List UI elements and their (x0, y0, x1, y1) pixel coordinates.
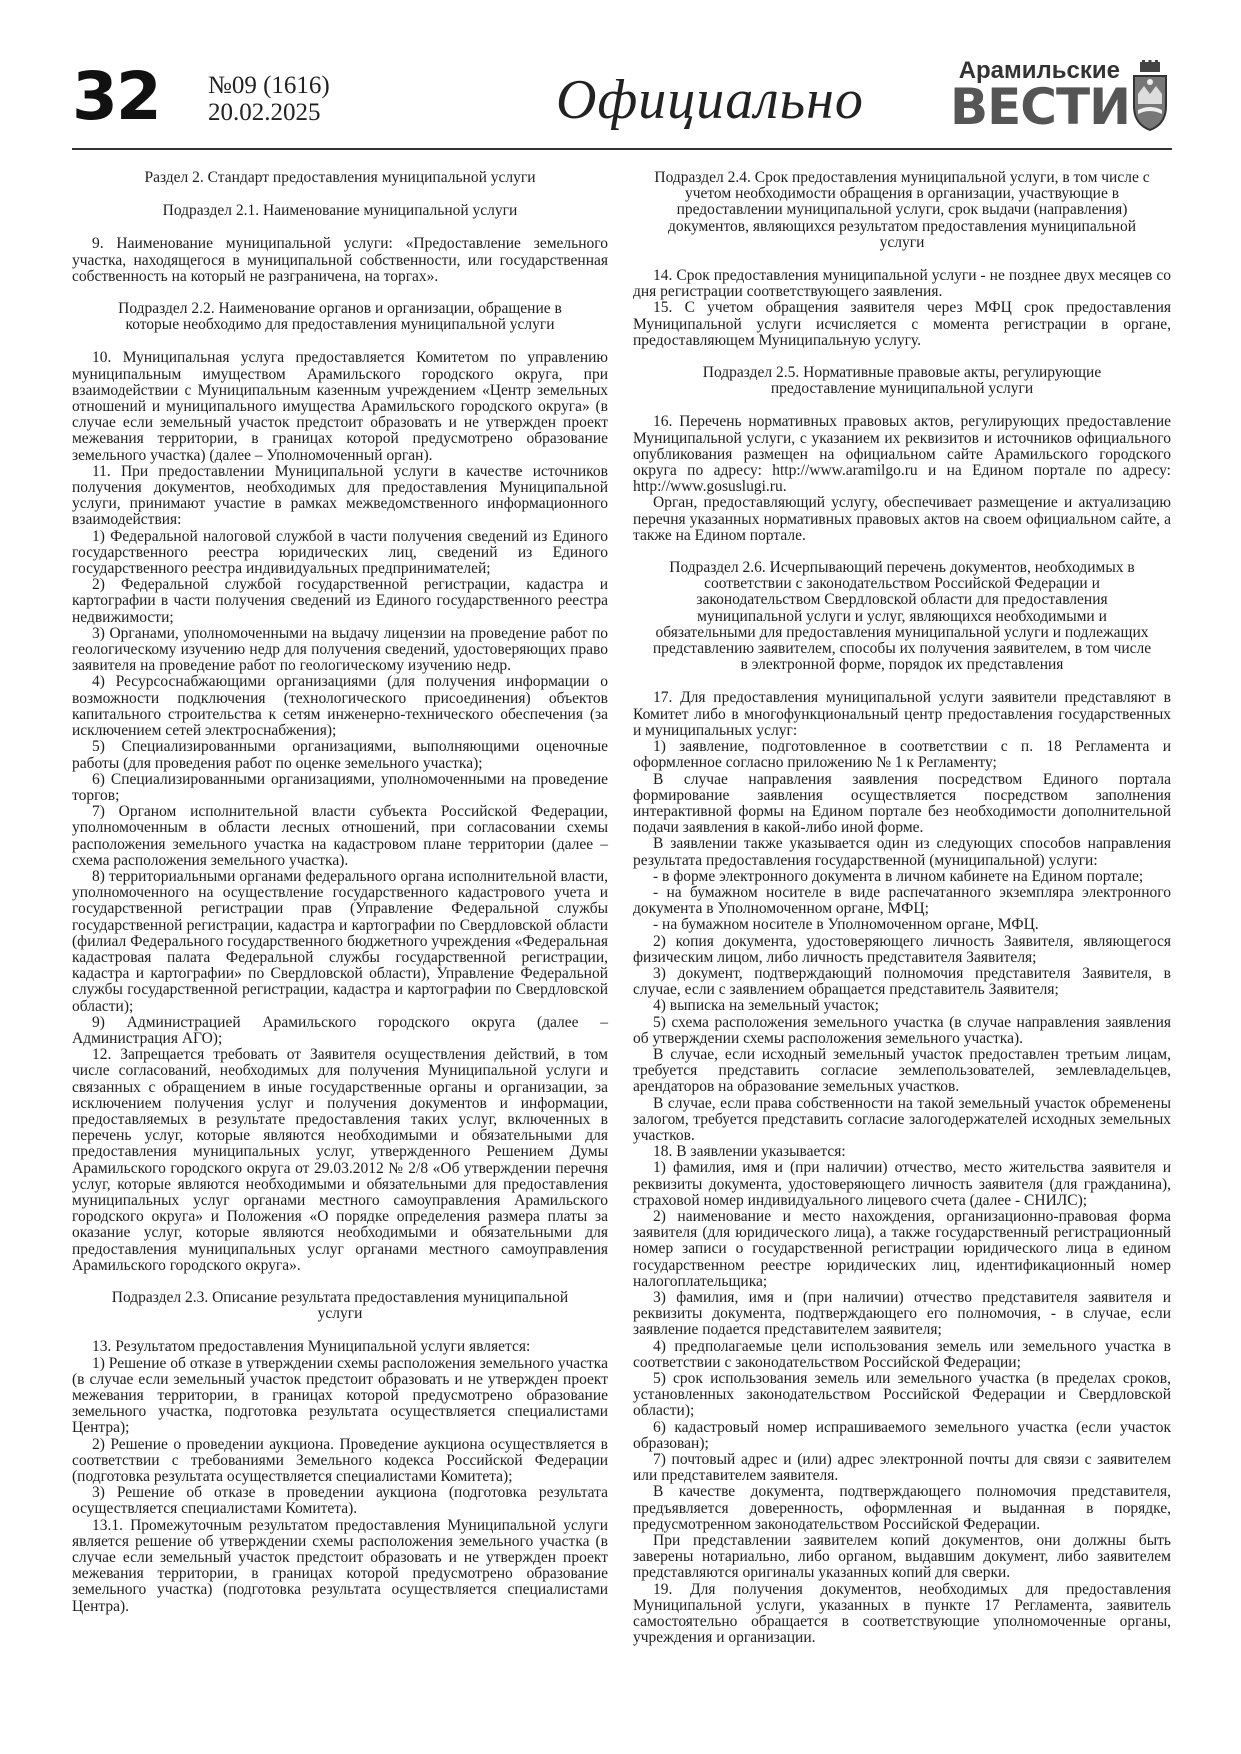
subsection-heading: Подраздел 2.4. Срок предоставления муниципальной услуги, в том числе с учетом необходимости обращения в организации, участвующие в предоставлении муниципальной услуги, срок выдачи (направления) документов, являющихся результатом предоставления муниципальной услуги (654, 169, 1150, 251)
list-item: 2) копия документа, удостоверяющего личность Заявителя, являющегося физическим лицом, либо личность представителя Заявителя; (633, 932, 1171, 966)
list-item: 4) выписка на земельный участок; (653, 997, 879, 1015)
paragraph: 15. С учетом обращения заявителя через МФЦ срок предоставления Муниципальной услуги исчисляется с момента регистрации в органе, предоставляющем Муниципальную услугу. (633, 299, 1171, 349)
header-divider (72, 148, 1172, 150)
issue-info (208, 72, 330, 126)
list-item: 8) территориальными органами федерального органа исполнительной власти, уполномоченного на осуществление государственного кадастрового учета и государственной регистрации прав (Управление Федеральной службы государственной регистрации, кадастра и картографии по Свердловской области (филиал Федерального государственного бюджетного учреждения «Федеральная кадастровая палата Федеральной службы государственной регистрации, кадастра и картографии» по Свердловской области), Управление Федеральной службы государственной регистрации, кадастра и картографии по Свердловской области); (72, 867, 608, 1015)
subsection-heading: Подраздел 2.2. Наименование органов и организации, обращение в которые необходимо для предоставления муниципальной услуги (118, 300, 562, 334)
list-item: 7) Органом исполнительной власти субъекта Российской Федерации, уполномоченным в области лесных отношений, при согласовании схемы расположения земельного участка на кадастровом плане территории (далее – схема расположения земельного участка). (72, 803, 608, 869)
list-item: 2) Федеральной службой государственной регистрации, кадастра и картографии в части получения сведений из Единого государственного реестра недвижимости; (72, 576, 608, 626)
issue-date: 20.02.2025 (208, 99, 321, 126)
list-item: - на бумажном носителе в Уполномоченном органе, МФЦ. (653, 916, 1039, 934)
paragraph: В качестве документа, подтверждающего полномочия представителя, предъявляется доверенность, оформленная и выданная в порядке, предусмотренном законодательством Российской Федерации. (633, 1483, 1171, 1533)
list-item: 5) схема расположения земельного участка (в случае направления заявления об утверждении схемы расположения земельного участка). (633, 1013, 1171, 1047)
subsection-heading: Подраздел 2.3. Описание результата предоставления муниципальной услуги (111, 1289, 569, 1323)
list-item: - на бумажном носителе в виде распечатанного экземпляра электронного документа в Уполномоченном органе, МФЦ; (633, 883, 1171, 918)
subsection-heading: Подраздел 2.1. Наименование муниципальной услуги (162, 202, 518, 220)
list-item: 5) срок использования земель или земельного участка (в пределах сроков, установленных законодательством Российской Федерации и Свердловской области); (633, 1370, 1171, 1420)
list-item: 7) почтовый адрес и (или) адрес электронной почты для связи с заявителем или представителем заявителя. (633, 1451, 1171, 1485)
paragraph: В случае, если права собственности на такой земельный участок обременены залогом, требуется представить согласие залогодержателей исходных земельных участков. (633, 1094, 1171, 1144)
newspaper-logo (950, 58, 1128, 134)
list-item: 5) Специализированными организациями, выполняющими оценочные работы (для проведения работ по оценке земельного участка); (72, 738, 608, 772)
paragraph: 9. Наименование муниципальной услуги: «Предоставление земельного участка, находящегося в муниципальной собственности, или государственная собственность на который не разграничена, на торгах». (72, 235, 608, 285)
paragraph: 13.1. Промежуточным результатом предоставления Муниципальной услуги является решение об утверждении схемы расположения земельного участка (в случае если земельный участок предстоит образовать и не утвержден проект межевания территории, в границах которой предусмотрено образование земельного участка) (подготовка результата осуществляется специалистами Центра). (72, 1516, 608, 1615)
paragraph: В случае, если исходный земельный участок предоставлен третьим лицам, требуется представить согласие землепользователей, землевладельцев, арендаторов на образование земельных участков. (633, 1045, 1171, 1096)
paragraph: В заявлении также указывается один из следующих способов направления результата предоставления государственной (муниципальной) услуги: (633, 835, 1171, 869)
paragraph: 19. Для получения документов, необходимых для предоставления Муниципальной услуги, указанных в пункте 17 Регламента, заявитель самостоятельно обращается в соответствующие уполномоченные органы, учреждения и организации. (633, 1580, 1171, 1647)
list-item: 4) предполагаемые цели использования земель или земельного участка в соответствии с законодательством Российской Федерации; (633, 1337, 1171, 1371)
issue-number: №09 (1616) (208, 72, 330, 99)
list-item: 3) Решение об отказе в проведении аукциона (подготовка результата осуществляется специалистами Комитета). (72, 1484, 608, 1518)
list-item: 1) Решение об отказе в утверждении схемы расположения земельного участка (в случае если земельный участок предстоит образовать и не утвержден проект межевания территории, в границах которой предусмотрено образование земельного участка, подготовка результата осуществляется специалистами Центра); (72, 1354, 608, 1437)
coat-of-arms-icon (1130, 60, 1170, 132)
list-item: 6) кадастровый номер испрашиваемого земельного участка (если участок образован); (633, 1418, 1171, 1452)
list-item: 6) Специализированными организациями, уполномоченными на проведение торгов; (72, 770, 608, 804)
paragraph: 13. Результатом предоставления Муниципальной услуги является: (92, 1338, 531, 1356)
masthead-main: ВЕСТИ (950, 78, 1130, 136)
masthead-top: Арамильские (958, 57, 1120, 84)
list-item: 2) Решение о проведении аукциона. Проведение аукциона осуществляется в соответствии с требованиями Земельного кодекса Российской Федерации (подготовка результата осуществляется специалистами Комитета); (72, 1435, 608, 1486)
paragraph: Орган, предоставляющий услугу, обеспечивает размещение и актуализацию перечня указанных нормативных правовых актов на своем официальном сайте, а также на Едином портале. (633, 494, 1171, 544)
paragraph: 16. Перечень нормативных правовых актов, регулирующих предоставление Муниципальной услуги, с указанием их реквизитов и источников официального опубликования размещен на официальном сайте Арамильского городского округа по адресу: http://www.aramilgo.ru и на Едином портале по адресу: http://www.gosuslugi.ru. (633, 413, 1171, 496)
paragraph: 10. Муниципальная услуга предоставляется Комитетом по управлению муниципальным имуществом Арамильского городского округа, при взаимодействии с Муниципальным казенным учреждением «Центр земельных отношений и муниципального имущества Арамильского городского округа» (в случае если земельный участок предстоит образовать и не утвержден проект межевания территории, в границах которой предусмотрено образование земельного участка) (далее – Уполномоченный орган). (72, 349, 608, 464)
paragraph: 11. При предоставлении Муниципальной услуги в качестве источников получения документов, необходимых для предоставления Муниципальной услуги, принимают участие в рамках межведомственного информационного взаимодействия: (72, 462, 608, 529)
list-item: 3) документ, подтверждающий полномочия представителя Заявителя, в случае, если с заявлением обращается представитель Заявителя; (633, 964, 1171, 999)
page-header (0, 0, 1241, 150)
paragraph: 18. В заявлении указывается: (653, 1143, 846, 1161)
right-column (633, 170, 1171, 1646)
left-column (72, 170, 608, 1615)
list-item: 9) Администрацией Арамильского городского округа (далее – Администрация АГО); (72, 1013, 608, 1047)
list-item: 3) фамилия, имя и (при наличии) отчество представителя заявителя и реквизиты документа, подтверждающего его полномочия, - в случае, если заявление подается представителем заявителя; (633, 1289, 1171, 1339)
subsection-heading: Подраздел 2.5. Нормативные правовые акты, регулирующие предоставление муниципальной услуги (702, 364, 1102, 398)
list-item: 2) наименование и место нахождения, организационно-правовая форма заявителя (для юридического лица), а также государственный регистрационный номер записи о государственной регистрации юридического лица в едином государственном реестре юридических лиц, идентификационный номер налогоплательщика; (633, 1207, 1171, 1290)
section-title: Официально (556, 69, 864, 131)
page-number: 32 (72, 58, 160, 135)
list-item: 1) Федеральной налоговой службой в части получения сведений из Единого государственного реестра юридических лиц, сведений из Единого государственного реестра индивидуальных предпринимателей; (72, 527, 608, 578)
paragraph: 12. Запрещается требовать от Заявителя осуществления действий, в том числе согласований, необходимых для получения Муниципальной услуги и связанных с обращением в иные государственные органы и организации, за исключением получения услуг и получения документов и информации, предоставляемых в результате предоставления таких услуг, включенных в перечень услуг, которые являются необходимыми и обязательными для предоставления муниципальных услуг, утвержденного Решением Думы Арамильского городского округа от 29.03.2012 № 2/8 «Об утверждении перечня услуг, которые являются необходимыми и обязательными для предоставления муниципальных услуг органами местного самоуправления Арамильского городского округа» и Положения «О порядке определения размера платы за оказание услуг, которые являются необходимыми и обязательными для предоставления муниципальных услуг органами местного самоуправления Арамильского городского округа». (72, 1046, 608, 1274)
paragraph: В случае направления заявления посредством Единого портала формирование заявления осуществляется посредством заполнения интерактивной формы на Едином портале без необходимости дополнительной подачи заявления в какой-либо иной форме. (633, 770, 1171, 837)
list-item: 1) фамилия, имя и (при наличии) отчество, место жительства заявителя и реквизиты документа, удостоверяющего личность заявителя (для гражданина), страховой номер индивидуального лицевого счета (далее - СНИЛС); (633, 1159, 1171, 1209)
paragraph: При представлении заявителем копий документов, они должны быть заверены нотариально, либо органом, выдавшим документ, либо заявителем представляются оригиналы указанных копий для сверки. (633, 1532, 1171, 1582)
list-item: - в форме электронного документа в личном кабинете на Едином портале; (653, 867, 1144, 885)
subsection-heading: Подраздел 2.6. Исчерпывающий перечень документов, необходимых в соответствии с законодательством Российской Федерации и законодательством Свердловской области для предоставления муниципальной услуги и услуг, являющихся необходимыми и обязательными для предоставления муниципальной услуги и подлежащих представлению заявителем, способы их получения заявителем, в том числе в электронной форме, порядок их представления (652, 559, 1152, 674)
section-heading: Раздел 2. Стандарт предоставления муниципальной услуги (144, 169, 536, 186)
paragraph: 14. Срок предоставления муниципальной услуги - не позднее двух месяцев со дня регистрации соответствующего заявления. (633, 267, 1171, 301)
paragraph: 17. Для предоставления муниципальной услуги заявители представляют в Комитет либо в многофункциональный центр предоставления государственных и муниципальных услуг: (633, 689, 1171, 739)
list-item: 3) Органами, уполномоченными на выдачу лицензии на проведение работ по геологическому изучению недр для получения сведений, удостоверяющих право заявителя на проведение работ по геологическому изучению недр. (72, 624, 608, 675)
list-item: 4) Ресурсоснабжающими организациями (для получения информации о возможности подключения (технологического присоединения) объектов капитального строительства к сетям инженерно-технического обеспечения (за исключением сетей электроснабжения); (72, 673, 608, 740)
list-item: 1) заявление, подготовленное в соответствии с п. 18 Регламента и оформленное согласно приложению № 1 к Регламенту; (633, 738, 1171, 772)
